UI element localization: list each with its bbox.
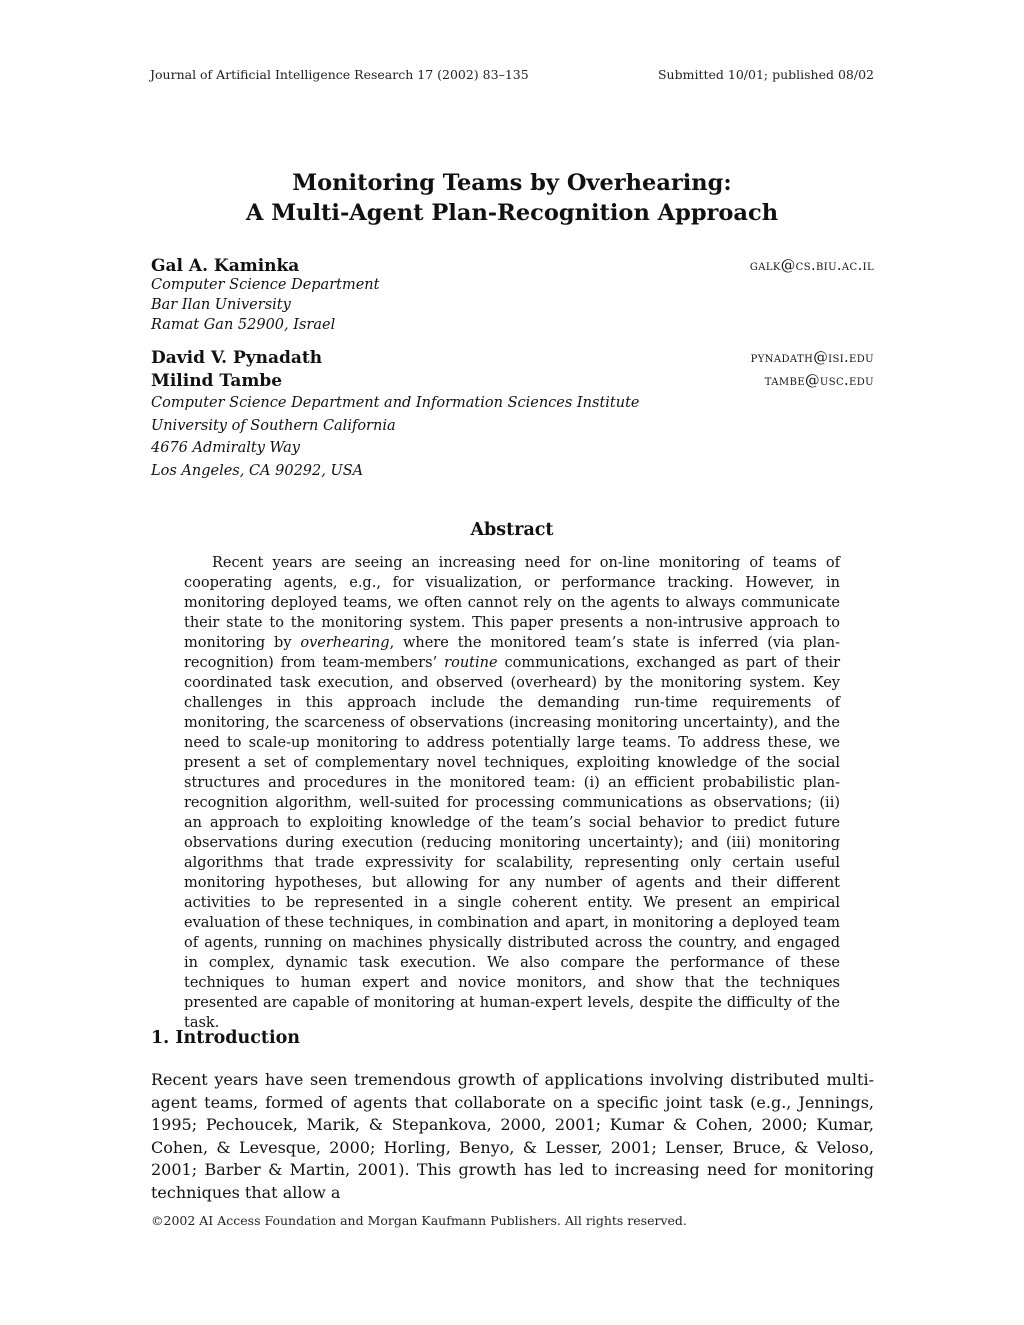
affiliation-line: Computer Science Department and Information Sciences Institute <box>151 395 640 411</box>
paper-title-line-2: A Multi-Agent Plan-Recognition Approach <box>245 200 779 226</box>
abstract-emphasis: routine <box>444 655 498 671</box>
abstract-text: Recent years are seeing an increasing need for on-line monitoring of teams of cooperating agents, e.g., for visualization, or performance tracking. However, in monitoring deployed teams, we often cannot rely on the agents to always communicate their state to the monitoring system. This paper presents a non-intrusive approach to monitoring by <box>184 555 840 651</box>
affiliation-line: University of Southern California <box>151 418 396 434</box>
journal-header: Journal of Artificial Intelligence Research 17 (2002) 83–135 <box>150 67 529 82</box>
affiliation-line: Computer Science Department <box>151 277 380 293</box>
affiliation-line: Los Angeles, CA 90292, USA <box>151 463 364 479</box>
copyright-text: 2002 AI Access Foundation and Morgan Kaufmann Publishers. All rights reserved. <box>163 1213 687 1228</box>
submission-dates: Submitted 10/01; published 08/02 <box>657 67 874 82</box>
author-email[interactable]: tambe@usc.edu <box>764 373 874 389</box>
section-heading-introduction: 1. Introduction <box>151 1028 300 1048</box>
affiliation-line: 4676 Admiralty Way <box>151 440 300 456</box>
author-row-tambe <box>151 371 874 393</box>
affiliation-line: Bar Ilan University <box>151 297 291 313</box>
copyright-icon: © <box>151 1213 164 1228</box>
abstract-heading: Abstract <box>470 520 554 540</box>
abstract-body <box>184 553 840 1033</box>
author-email[interactable]: pynadath@isi.edu <box>750 350 874 366</box>
paper-title-line-1: Monitoring Teams by Overhearing: <box>292 170 732 196</box>
author-name: Milind Tambe <box>151 371 283 391</box>
abstract-emphasis: overhearing <box>300 635 390 651</box>
introduction-body: Recent years have seen tremendous growth of applications involving distributed multi-agent teams, formed of agents that collaborate on a specific joint task (e.g., Jennings, 1995; Pechoucek, Marik, & Stepankova, 2000, 2001; Kumar & Cohen, 2000; Kumar, Cohen, & Levesque, 2000; Horling, Benyo, & Lesser, 2001; Lenser, Bruce, & Veloso, 2001; Barber & Martin, 2001). This growth has led to increasing need for monitoring techniques that allow a <box>151 1070 874 1202</box>
author-name: David V. Pynadath <box>151 348 323 368</box>
abstract-text: , where the monitored team’s state is inferred (via plan-recognition) from team-members’ <box>184 635 840 671</box>
affiliation-line: Ramat Gan 52900, Israel <box>151 317 336 333</box>
copyright-footer <box>151 1213 687 1228</box>
author-email[interactable]: galk@cs.biu.ac.il <box>749 258 874 274</box>
author-row-pynadath <box>151 348 874 370</box>
abstract-text: communications, exchanged as part of their coordinated task execution, and observed (overheard) by the monitoring system. Key challenges in this approach include the demanding run-time requirements of monitoring, the scarceness of observations (increasing monitoring uncertainty), and the need to scale-up monitoring to address potentially large teams. To address these, we present a set of complementary novel techniques, exploiting knowledge of the social structures and procedures in the monitored team: (i) an efficient probabilistic plan-recognition algorithm, well-suited for processing communications as observations; (ii) an approach to exploiting knowledge of the team’s social behavior to predict future observations during execution (reducing monitoring uncertainty); and (iii) monitoring algorithms that trade expressivity for scalability, representing only certain useful monitoring hypotheses, but allowing for any number of agents and their different activities to be represented in a single coherent entity. We present an empirical evaluation of these techniques, in combination and apart, in monitoring a deployed team of agents, running on machines physically distributed across the country, and engaged in complex, dynamic task execution. We also compare the performance of these techniques to human expert and novice monitors, and show that the techniques presented are capable of monitoring at human-expert levels, despite the difficulty of the task. <box>184 655 840 1031</box>
author-row-kaminka <box>151 256 874 278</box>
author-name: Gal A. Kaminka <box>151 256 300 276</box>
